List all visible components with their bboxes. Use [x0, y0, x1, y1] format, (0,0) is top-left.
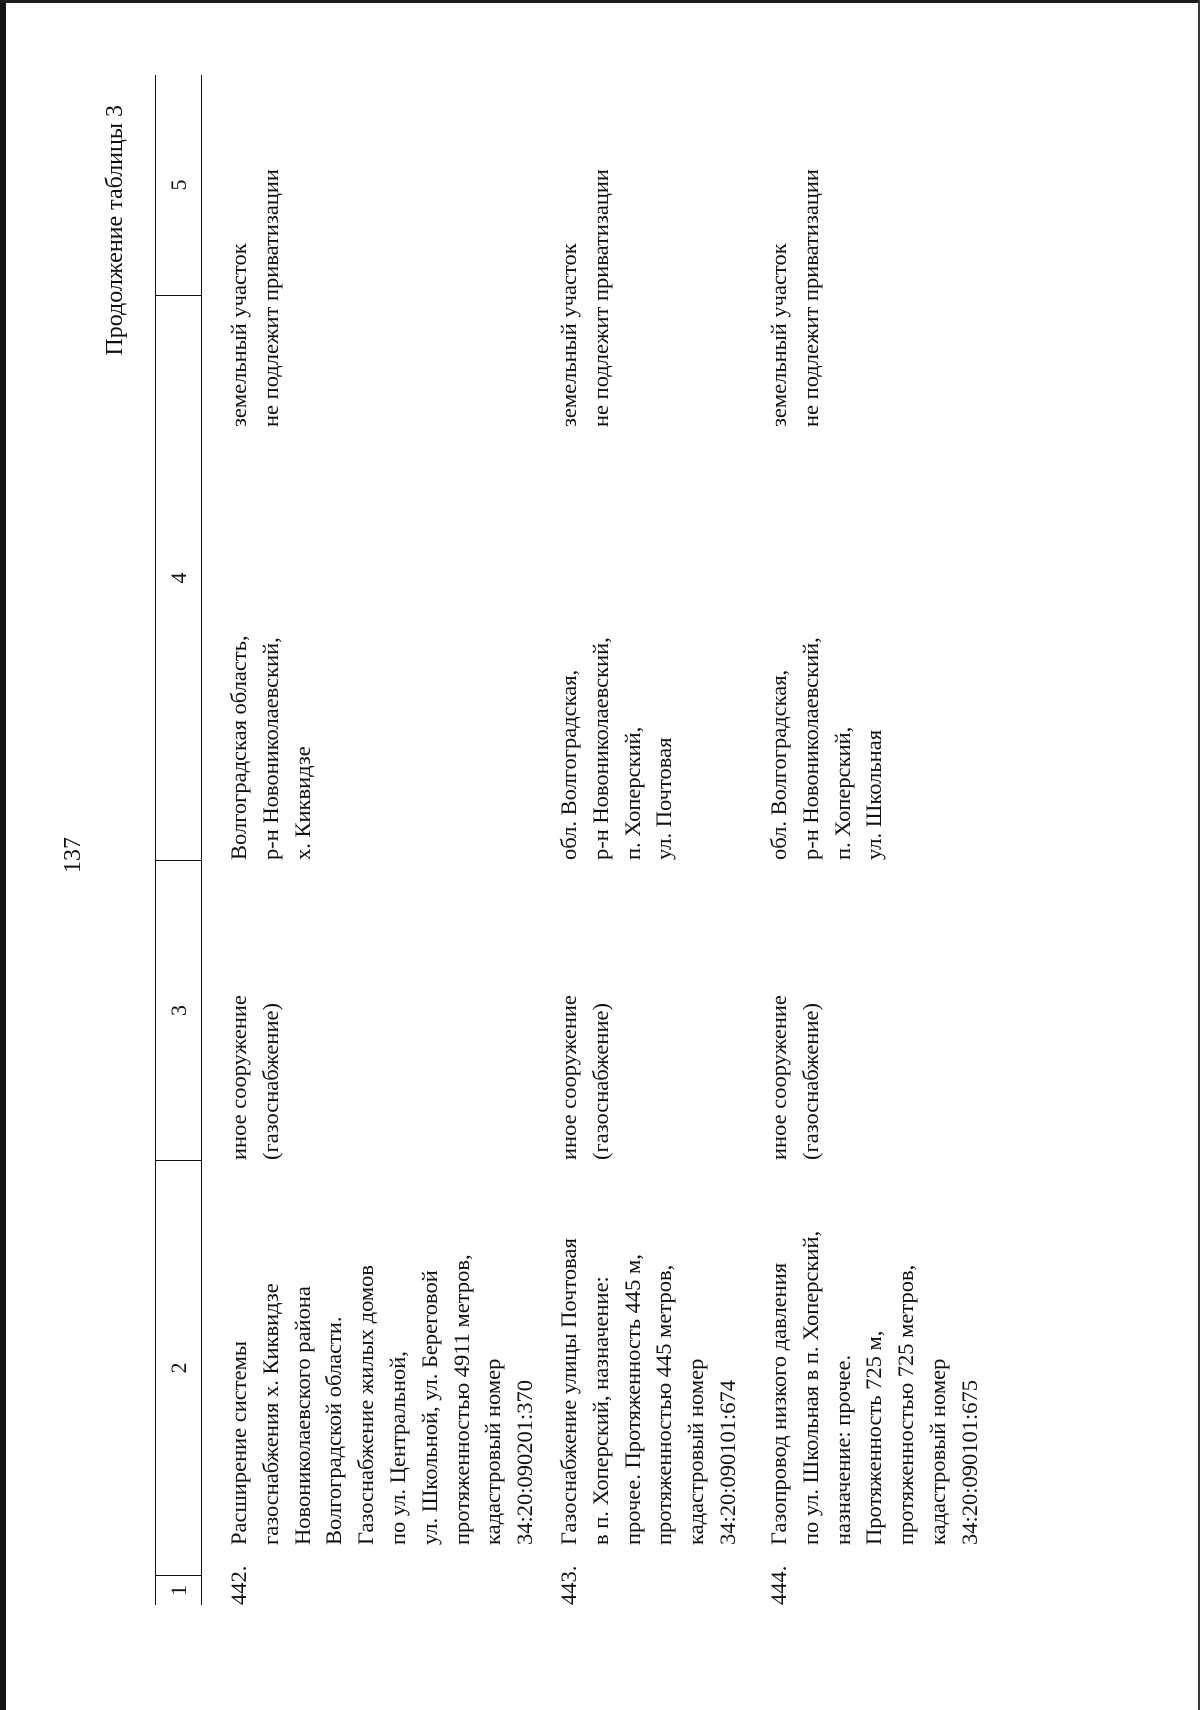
header-col-3: 3: [156, 860, 201, 1160]
row-number: 443.: [556, 1565, 581, 1605]
header-col-1: 1: [156, 1575, 201, 1605]
object-note: земельный участок не подлежит приватизации: [556, 169, 613, 427]
object-type: иное сооружение (газоснабжение): [556, 995, 613, 1160]
object-address: обл. Волгоградская, р-н Новониколаевский, п. Хоперский, ул. Почтовая: [556, 637, 677, 860]
row-number: 442.: [226, 1565, 251, 1605]
continuation-label: Продолжение таблицы 3: [102, 105, 128, 356]
object-name: Газоснабжение улицы Почтовая в п. Хоперский, назначение: прочее. Протяженность 445 м, протяженностью 445 метров, кадастровый номер 34:20:090101:674: [556, 1238, 740, 1545]
header-col-4: 4: [156, 295, 201, 860]
object-type: иное сооружение (газоснабжение): [766, 995, 823, 1160]
header-col-2: 2: [156, 1160, 201, 1575]
object-note: земельный участок не подлежит приватизации: [766, 169, 823, 427]
object-note: земельный участок не подлежит приватизации: [226, 169, 283, 427]
property-table: [155, 75, 1195, 1605]
object-address: обл. Волгоградская, р-н Новониколаевский, п. Хоперский, ул. Школьная: [766, 637, 887, 860]
header-col-5: 5: [166, 179, 191, 191]
object-type: иное сооружение (газоснабжение): [226, 995, 283, 1160]
object-name: Газопровод низкого давления по ул. Школьная в п. Хоперский, назначение: прочее. Протяженность 725 м, протяженностью 725 метров, кадастровый номер 34:20:090101:675: [766, 1230, 982, 1545]
page-number-text: 137: [60, 837, 86, 873]
object-address: Волгоградская область, р-н Новониколаевский, х. Киквидзе: [226, 635, 315, 860]
table-header-row: [155, 75, 202, 1605]
object-name: Расширение системы газоснабжения х. Киквидзе Новониколаевского района Волгоградской области. Газоснабжение жилых домов по ул. Центральной, ул. Школьной, ул. Береговой протяженностью 4911 метров, кадастровый номер 34:20:090201:370: [226, 1254, 538, 1545]
row-number: 444.: [766, 1565, 791, 1605]
